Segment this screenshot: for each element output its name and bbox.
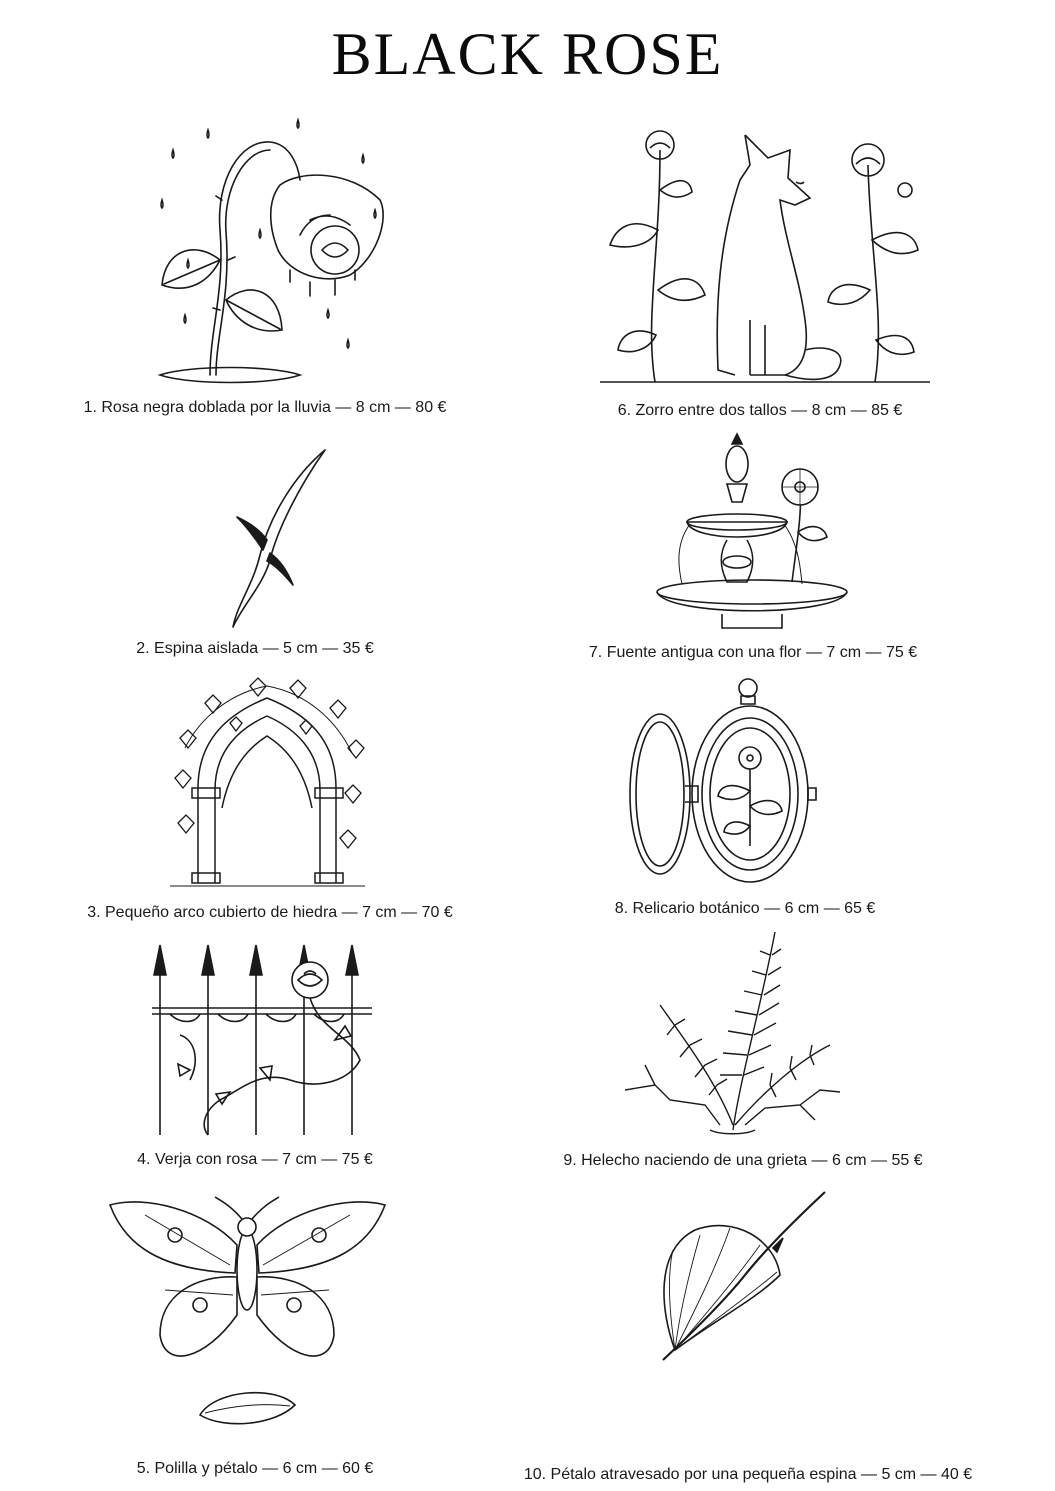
item-caption: 3. Pequeño arco cubierto de hiedra — 7 cm — 70 €	[87, 904, 453, 921]
fern-crack-icon	[625, 930, 840, 1142]
item-caption: 2. Espina aislada — 5 cm — 35 €	[136, 640, 374, 657]
item-caption: 10. Pétalo atravesado por una pequeña espina — 5 cm — 40 €	[523, 1466, 973, 1483]
drooping-rose-in-rain-icon	[150, 110, 400, 385]
item-caption: 9. Helecho naciendo de una grieta — 6 cm — 55 €	[563, 1152, 923, 1169]
petal-pierced-thorn-icon	[655, 1190, 830, 1370]
page-title: BLACK ROSE	[331, 21, 724, 87]
item-caption: 7. Fuente antigua con una flor — 7 cm — 75 €	[588, 644, 918, 661]
item-caption: 4. Verja con rosa — 7 cm — 75 €	[137, 1151, 373, 1168]
ivy-arch-icon	[170, 678, 365, 890]
botanical-locket-icon	[620, 676, 825, 891]
item-caption: 5. Polilla y pétalo — 6 cm — 60 €	[136, 1460, 374, 1477]
moth-petal-icon	[105, 1195, 390, 1445]
item-caption: 1. Rosa negra doblada por la lluvia — 8 cm — 80 €	[83, 399, 447, 416]
fox-between-roses-icon	[600, 120, 930, 388]
item-caption: 6. Zorro entre dos tallos — 8 cm — 85 €	[617, 402, 903, 419]
fountain-flower-icon	[652, 432, 852, 632]
thorn-icon	[225, 445, 335, 630]
iron-fence-rose-icon	[150, 940, 375, 1140]
item-caption: 8. Relicario botánico — 6 cm — 65 €	[614, 900, 876, 917]
